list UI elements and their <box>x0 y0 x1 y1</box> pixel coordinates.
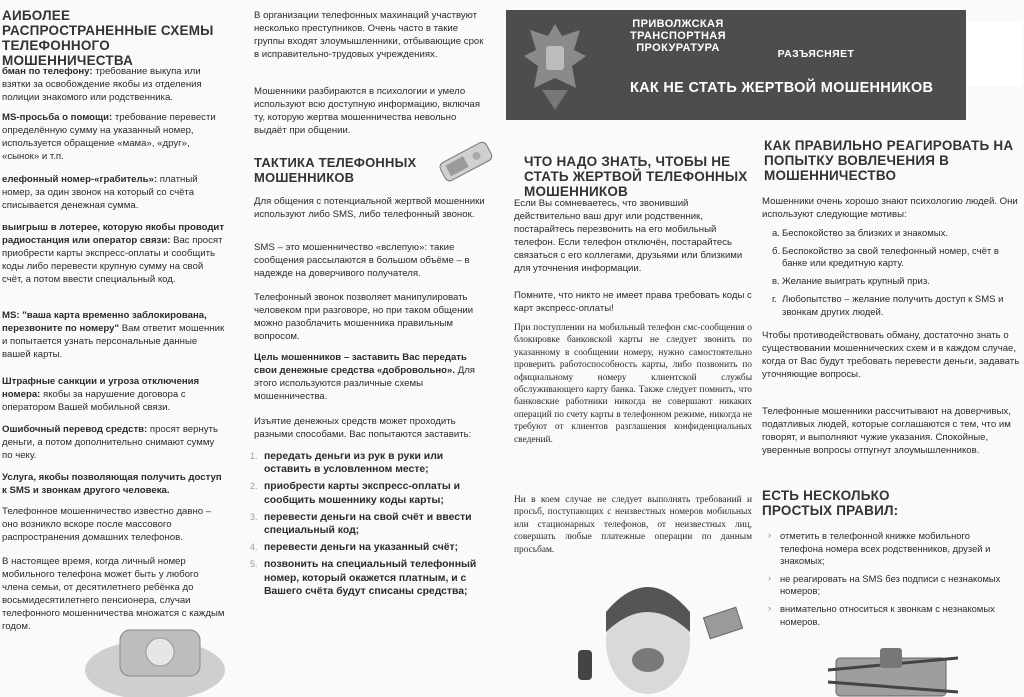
call-paragraph: Телефонный звонок позволяет манипулировать человеком при разговоре, но при таком общении можно разоблачить мошенника правильным вопросом. <box>254 292 474 342</box>
column-4 <box>758 0 1024 697</box>
list-item: б. Беспокойство за свой телефонный номер, счёт в банке или кредитную карту. <box>772 245 999 270</box>
list-item: 3. перевести деньги на свой счёт и ввести специальный код; <box>250 511 472 537</box>
psychology-paragraph: Мошенники разбираются в психологии и умело используют всю доступную информацию, включая ту, которую жертва мошенничества невольно выдаёт при общении. <box>254 86 481 136</box>
scheme-item: Штрафные санкции и угроза отключения номера: якобы за нарушение договора с оператором Вашей мобильной связи. <box>2 376 200 413</box>
scheme-item: Услуга, якобы позволяющая получить доступ к SMS и звонкам другого человека. <box>2 472 222 496</box>
list-item: 2. приобрести карты экспресс-оплаты и сообщить мошеннику коды карты; <box>250 481 461 506</box>
banner-explains: РАЗЪЯСНЯЕТ <box>777 48 855 60</box>
list-item: г. Любопытство – желание получить доступ к SMS и звонкам других людей. <box>772 293 1004 318</box>
schemes-heading: АИБОЛЕЕ РАСПРОСТРАНЕННЫЕ СХЕМЫ ТЕЛЕФОННОГО МОШЕННИЧЕСТВА <box>2 8 214 68</box>
steps-list <box>250 450 482 602</box>
banner-title: КАК НЕ СТАТЬ ЖЕРТВОЙ МОШЕННИКОВ <box>630 80 934 96</box>
verify-paragraph: Если Вы сомневаетесь, что звонивший действительно ваш друг или родственник, постарайтесь перезвонить на его мобильный телефон. Если телефон отключён, постарайтесь связаться с его коллегами, друзьями или близкими для уточнения информации. <box>514 198 743 274</box>
codes-paragraph: Помните, что никто не имеет права требовать коды с карт экспресс-оплаты! <box>514 290 752 314</box>
column-2 <box>246 0 500 697</box>
sms-paragraph: SMS – это мошенничество «вслепую»: такие сообщения рассылаются в большом объёме – в надежде на доверчивого получателя. <box>254 242 470 279</box>
list-item: › внимательно относиться к звонкам с незнакомых номеров. <box>758 603 1008 628</box>
scheme-item: елефонный номер-«грабитель»: платный номер, за один звонок на который со счёта списывается денежная сумма. <box>2 174 198 211</box>
scheme-item: Ошибочный перевод средств: просят вернуть деньги, а потом дополнительно снимают сумму по чеку. <box>2 424 218 461</box>
trusting-people-paragraph: Телефонные мошенники рассчитывают на доверчивых, податливых людей, которые соглашаются с тем, что им говорят, и выполняют чужие указания. Спокойные, уверенные вопросы отпугнут злоумышленников. <box>762 406 1011 456</box>
motives-list <box>758 228 1020 324</box>
rules-list <box>758 530 1008 633</box>
woman-with-phone-illustration-icon <box>556 572 756 697</box>
list-item: 4. перевести деньги на указанный счёт; <box>250 542 459 554</box>
unknown-numbers-paragraph: Ни в коем случае не следует выполнять требований и просьб, поступающих с неизвестных номеров мобильных или стационарных телефонов, от неизвестных лиц, совершать любые платежные операции по данным просьбам. <box>514 495 752 555</box>
list-item: а. Беспокойство за близких и знакомых. <box>772 228 948 239</box>
goal-paragraph: Цель мошенников – заставить Вас передать свои денежные средства «добровольно». Для этого используются различные схемы мошенничества. <box>254 352 475 402</box>
rules-heading: ЕСТЬ НЕСКОЛЬКО ПРОСТЫХ ПРАВИЛ: <box>762 488 899 518</box>
banner-org: ПРИВОЛЖСКАЯ ТРАНСПОРТНАЯ ПРОКУРАТУРА <box>630 18 726 54</box>
organization-paragraph: В организации телефонных махинаций участвуют несколько преступников. Очень часто в такие группы входят злоумышленники, отбывающие срок в исправительно-трудовых учреждениях. <box>254 10 484 60</box>
bank-card-paragraph: При поступлении на мобильный телефон смс-сообщения о блокировке банковской карты не следует звонить по указанному в сообщении номеру, нужно самостоятельно проверить работоспособность карты, либо позвонить по официальному номеру клиентской службы обслуживающего карту банка. Также следует помнить, что банковские работники никогда не совершают никаких операций по счету карты в телефонном режиме, никогда не требуют от клиентов разглашения конфиденциальных сведений. <box>514 323 752 445</box>
present-paragraph: В настоящее время, когда личный номер мобильного телефона может быть у любого члена семьи, от десятилетнего ребёнка до восьмидесятилетнего пенсионера, случаи телефонного мошенничества множатся с каждым годом. <box>2 556 225 632</box>
scheme-item: MS-просьба о помощи: требование перевести определённую сумму на указанный номер, используется обращение «мама», «друг», «сынок» и т.п. <box>2 112 216 162</box>
counteract-paragraph: Чтобы противодействовать обману, достаточно знать о существовании мошеннических схем и в каждом случае, когда от Вас будут требовать перевести деньги, задавать уточняющие вопросы. <box>762 330 1020 380</box>
column-1 <box>0 0 228 697</box>
react-heading: КАК ПРАВИЛЬНО РЕАГИРОВАТЬ НА ПОПЫТКУ ВОВЛЕЧЕНИЯ В МОШЕННИЧЕСТВО <box>764 138 1014 183</box>
tactics-heading: ТАКТИКА ТЕЛЕФОННЫХ МОШЕННИКОВ <box>254 155 417 185</box>
locked-wallet-icon <box>818 640 968 697</box>
phone-illustration-icon <box>80 600 230 697</box>
know-heading: ЧТО НАДО ЗНАТЬ, ЧТОБЫ НЕ СТАТЬ ЖЕРТВОЙ ТЕЛЕФОННЫХ МОШЕННИКОВ <box>524 154 748 199</box>
list-item: › не реагировать на SMS без подписи с незнакомых номеров; <box>758 573 1008 598</box>
mobile-phone-icon <box>432 138 498 186</box>
list-item: в. Желание выиграть крупный приз. <box>772 276 930 288</box>
list-item: › отметить в телефонной книжке мобильного телефона номера всех родственников, друзей и знакомых; <box>758 530 1008 568</box>
list-item: 5. позвонить на специальный телефонный номер, который окажется платным, и с Вашего счёта будут списаны средства; <box>250 559 477 597</box>
history-paragraph: Телефонное мошенничество известно давно – оно возникло вскоре после массового распространения домашних телефонов. <box>2 506 212 543</box>
scheme-item: MS: "ваша карта временно заблокирована, перезвоните по номеру" Вам ответит мошенник и попытается узнать персональные данные вашей карты. <box>2 310 225 360</box>
scheme-item: бман по телефону: требование выкупа или взятки за освобождение якобы из отделения полиции знакомого или родственника. <box>2 66 202 103</box>
contact-methods-paragraph: Для общения с потенциальной жертвой мошенники используют либо SMS, либо телефонный звонок. <box>254 196 485 220</box>
motives-intro: Мошенники очень хорошо знают психологию людей. Они используют следующие мотивы: <box>762 196 1018 220</box>
scheme-item: выигрыш в лотерее, которую якобы проводит радиостанция или оператор связи: Вас просят приобрести карты экспресс-оплаты и сообщить коды либо перевести крупную сумму на свой счёт, а потом ввести специальный код. <box>2 222 225 285</box>
withdrawal-paragraph: Изъятие денежных средств может проходить разными способами. Вас попытаются заставить: <box>254 416 472 440</box>
list-item: 1. передать деньги из рук в руки или оставить в условленном месте; <box>250 451 444 476</box>
